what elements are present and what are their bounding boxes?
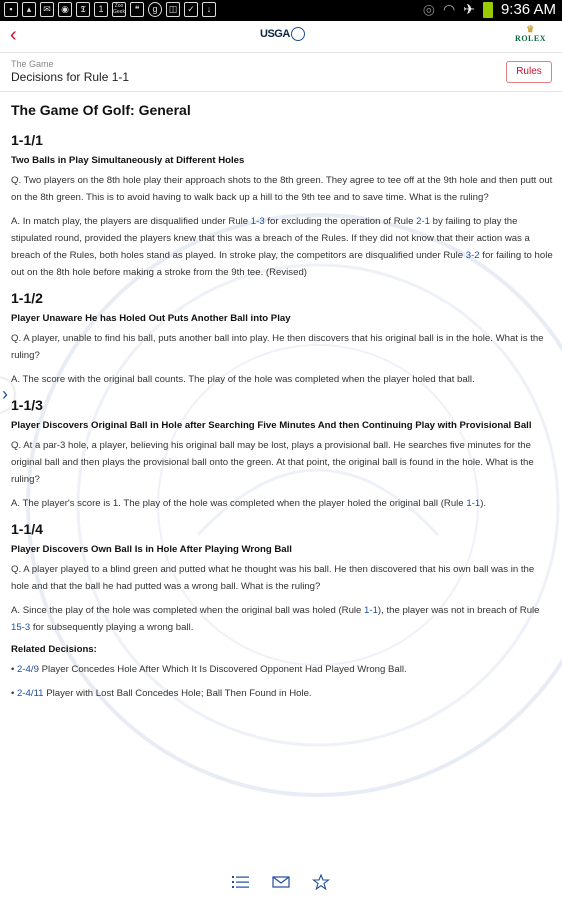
airplane-icon: ✈ [463, 1, 475, 17]
decision-number: 1-1/1 [11, 132, 43, 148]
rule-link[interactable]: 1-1 [364, 605, 378, 616]
crown-icon: ♛ [526, 24, 535, 34]
decision-section [11, 130, 553, 281]
decision-title: Player Discovers Own Ball Is in Hole After Playing Wrong Ball [11, 544, 292, 555]
breadcrumb: The Game [11, 59, 54, 69]
answer-text: A. Since the play of the hole was completed when the original ball was holed (Rule 1-1), the player was not in breach of Rule 15-3 for subsequently playing a wrong ball. [11, 605, 540, 633]
google-icon: g [148, 2, 162, 17]
zoo-geek-icon: Zoo Geek [113, 3, 125, 15]
decision-title: Player Discovers Original Ball in Hole after Searching Five Minutes And then Continuing Play with Provisional Ball [11, 420, 532, 431]
page-title: Decisions for Rule 1-1 [11, 70, 130, 84]
list-icon[interactable] [232, 874, 250, 890]
clock: 9:36 AM [500, 1, 556, 18]
rolex-logo: ♛ ROLEX [515, 24, 546, 43]
decision-link[interactable]: 2-4/11 [17, 688, 44, 699]
rule-link[interactable]: 2-1 [416, 216, 431, 227]
mail-icon[interactable] [272, 874, 290, 890]
answer-text: A. In match play, the players are disqualified under Rule 1-3 for excluding the operation of Rule 2-1 by failing to play the stipulated round, provided the players knew that this was a breach of the Rules. If they did not know that their action was a breach of the Rules, both holes stand as played. In stroke play, the competitors are disqualified under Rule 3-2 for failing to hole out on the 8th hole before making a stroke from the 9th tee. (Revised) [11, 216, 553, 278]
download-icon: ↓ [202, 2, 216, 17]
usga-seal-icon [291, 27, 305, 41]
title-bar [0, 53, 562, 92]
bag-icon: ◫ [166, 2, 180, 17]
notification-icons [4, 2, 216, 17]
answer-text: A. The player's score is 1. The play of the hole was completed when the player holed the original ball (Rule 1-1). [11, 498, 487, 509]
decision-section [11, 288, 553, 388]
usga-logo: USGA [260, 27, 305, 41]
rule-link[interactable]: 1-1 [466, 498, 481, 509]
rules-button[interactable]: Rules [506, 61, 552, 83]
decision-link[interactable]: 2-4/9 [17, 664, 39, 675]
calendar-icon: 1 [94, 2, 108, 17]
star-icon[interactable] [312, 874, 330, 890]
status-bar [0, 0, 562, 21]
chat-icon: ❝ [130, 2, 144, 17]
related-decision-item[interactable]: • 2-4/11 Player with Lost Ball Concedes Hole; Ball Then Found in Hole. [11, 688, 312, 699]
decision-title: Player Unaware He has Holed Out Puts Another Ball into Play [11, 313, 291, 324]
rule-link[interactable]: 1-3 [250, 216, 265, 227]
question-text: Q. At a par-3 hole, a player, believing his original ball may be lost, plays a provisional ball. He searches five minutes for the original ball and then plays the provisional ball onto the green. At that point, the original ball is found in the hole. What is the ruling? [11, 440, 534, 485]
wifi-icon: ◠ [443, 1, 456, 17]
decision-section [11, 395, 553, 512]
decision-number: 1-1/4 [11, 521, 43, 537]
decision-section [11, 519, 553, 636]
nyt-icon: 𝕿 [76, 2, 90, 17]
system-tray [423, 1, 556, 18]
decision-number: 1-1/3 [11, 397, 43, 413]
alarm-icon: ◎ [422, 1, 435, 17]
decision-number: 1-1/2 [11, 290, 43, 306]
rule-link[interactable]: 15-3 [11, 622, 31, 633]
battery-icon [483, 2, 493, 18]
related-decisions-heading: Related Decisions: [11, 644, 97, 655]
answer-text: A. The score with the original ball counts. The play of the hole was completed when the player holed that ball. [11, 374, 475, 385]
back-arrow-icon[interactable]: ‹ [10, 24, 17, 46]
related-decision-item[interactable]: • 2-4/9 Player Concedes Hole After Which It Is Discovered Opponent Had Played Wrong Ball. [11, 664, 407, 675]
decision-content [11, 100, 553, 711]
decision-title: Two Balls in Play Simultaneously at Different Holes [11, 155, 245, 166]
image-icon: ▴ [22, 2, 36, 17]
drawer-handle-chevron-icon[interactable]: › [0, 378, 14, 412]
mail-icon: ✉ [40, 2, 54, 17]
app-icon: ▪ [4, 2, 18, 17]
question-text: Q. A player, unable to find his ball, puts another ball into play. He then discovers that his original ball is in the hole. What is the ruling? [11, 333, 544, 361]
content-heading: The Game Of Golf: General [11, 102, 191, 118]
question-text: Q. A player played to a blind green and putted what he thought was his ball. He then discovered that his own ball was in the hole and that the ball he had putted was a wrong ball. What is the ruling? [11, 564, 535, 592]
podcast-icon: ◉ [58, 2, 72, 17]
rule-link[interactable]: 3-2 [465, 250, 480, 261]
app-header [0, 21, 562, 53]
question-text: Q. Two players on the 8th hole play their approach shots to the 8th green. They agree to tee off at the 9th hole and then putt out on the 8th green. This is to avoid having to walk back up a hill to the 9th tee and to save time. What is the ruling? [11, 175, 553, 203]
check-icon: ✓ [184, 2, 198, 17]
bottom-toolbar [0, 866, 562, 900]
